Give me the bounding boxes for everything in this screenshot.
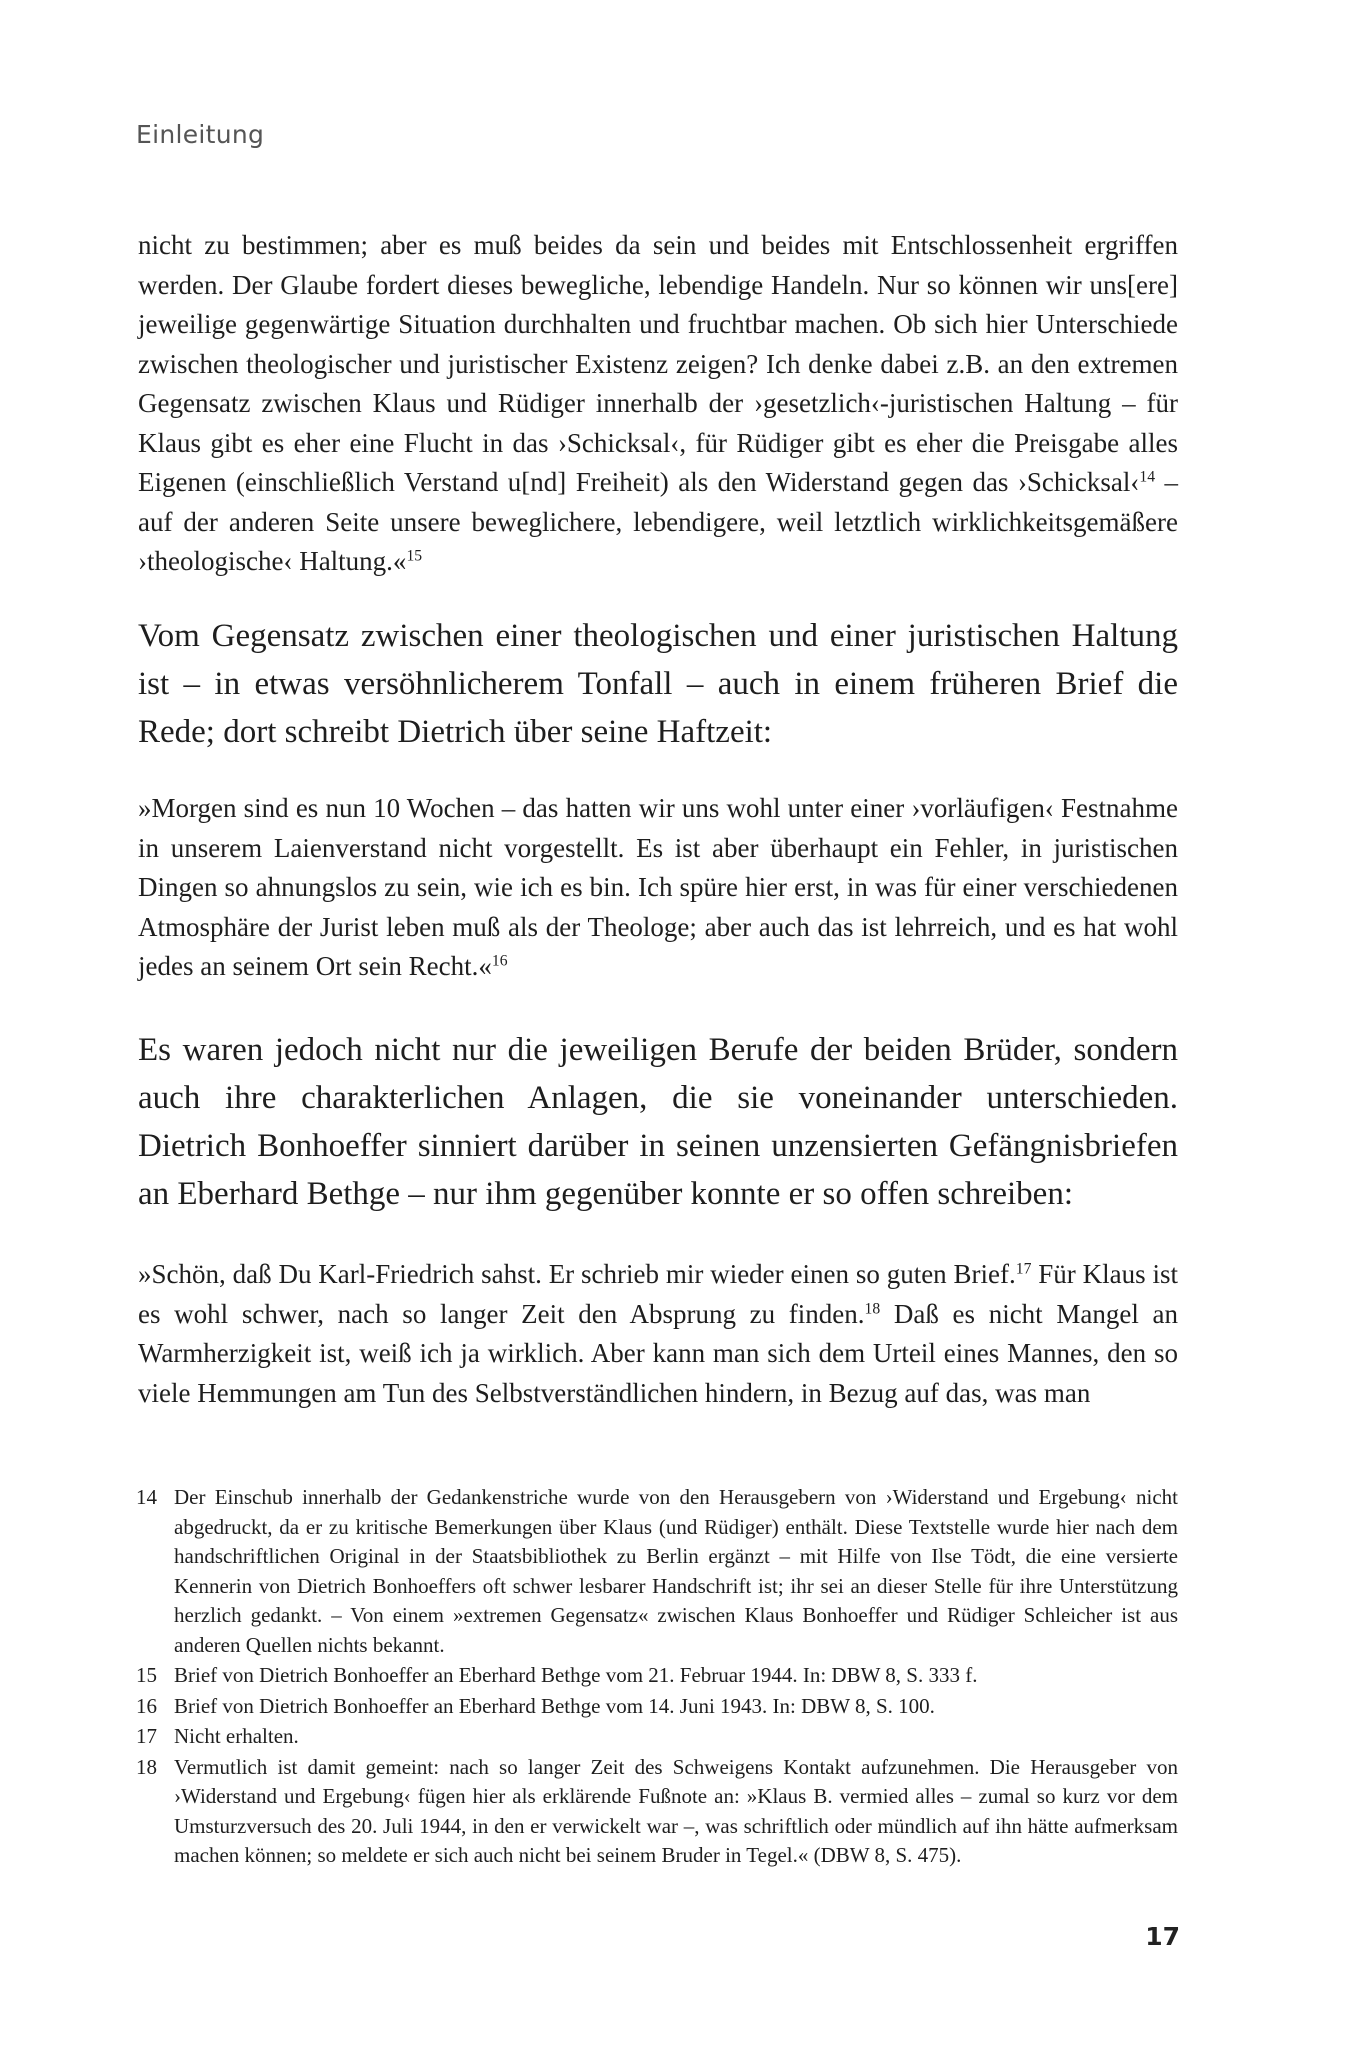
body-paragraph-1 [138, 612, 1178, 756]
footnote-ref: 17 [1015, 1260, 1032, 1278]
paragraph-text: Es waren jedoch nicht nur die jeweiligen Berufe der beiden Brüder, sondern auch ihre charakterlichen Anlagen, die sie voneinander unterschieden. Dietrich Bonhoeffer sinniert darüber in seinen unzensierten Gefängnisbriefen an Eberhard Bethge – nur ihm gegenüber konnte er so offen schreiben: [138, 1032, 1178, 1212]
quote-text: »Schön, daß Du Karl-Friedrich sahst. Er schrieb mir wieder einen so guten Brief. [138, 1259, 1016, 1289]
footnote [136, 1753, 1178, 1871]
footnote [136, 1661, 1178, 1691]
footnote-number: 18 [136, 1754, 157, 1779]
footnote [136, 1692, 1178, 1722]
footnote-ref: 14 [1139, 468, 1156, 486]
footnote-number: 16 [136, 1693, 157, 1718]
footnote-ref: 15 [406, 547, 423, 565]
paragraph-text: Vom Gegensatz zwischen einer theologischen und einer juristischen Haltung ist – in etwas versöhnlicherem Tonfall – auch in einem früheren Brief die Rede; dort schreibt Dietrich über seine Haftzeit: [138, 618, 1178, 750]
quote-paragraph [138, 789, 1178, 987]
footnote-number: 15 [136, 1663, 157, 1687]
footnote-ref: 18 [864, 1299, 881, 1317]
footnote-number: 14 [136, 1485, 157, 1509]
quote-text: Für Klaus ist es wohl schwer, nach so langer Zeit den Absprung zu finden. [138, 1259, 1178, 1329]
quote-text: – auf der anderen Seite unsere beweglichere, lebendigere, weil letztlich wirklichkeitsgemäßere ›theologische‹ Haltung.« [138, 467, 1179, 576]
quote-paragraph [138, 1255, 1178, 1413]
quote-text: »Morgen sind es nun 10 Wochen – das hatten wir uns wohl unter einer ›vorläufigen‹ Festnahme in unserem Laienverstand nicht vorgestellt. Es ist aber überhaupt ein Fehler, in juristischen Dingen so ahnungslos zu sein, wie ich es bin. Ich spüre hier erst, in was für einer verschiedenen Atmosphäre der Jurist leben muß als der Theologe; aber auch das ist lehrreich, und es hat wohl jedes an seinem Ort sein Recht.« [138, 793, 1178, 981]
footnote [136, 1722, 1178, 1752]
block-quote-2 [138, 789, 1178, 987]
footnote [136, 1483, 1178, 1660]
footnote-number: 17 [136, 1724, 157, 1748]
footnote-ref: 16 [491, 952, 508, 970]
footnote-text: Vermutlich ist damit gemeint: nach so langer Zeit des Schweigens Kontakt aufzunehmen. Die Herausgeber von ›Widerstand und Ergebung‹ fügen hier als erklärende Fußnote an: »Klaus B. vermied alles – zumal so kurz vor dem Umsturzversuch des 20. Juli 1944, in den er verwickelt war –, was schriftlich oder mündlich auf ihn hätte aufmerksam machen können; so meldete er sich auch nicht bei seinem Bruder in Tegel.« (DBW 8, S. 475). [174, 1754, 1178, 1867]
block-quote-1 [138, 226, 1178, 582]
footnote-text: Brief von Dietrich Bonhoeffer an Eberhard Bethge vom 21. Februar 1944. In: DBW 8, S. 333 f. [174, 1663, 978, 1687]
footnote-text: Nicht erhalten. [174, 1724, 299, 1748]
body-paragraph-2 [138, 1026, 1178, 1218]
footnote-text: Brief von Dietrich Bonhoeffer an Eberhard Bethge vom 14. Juni 1943. In: DBW 8, S. 100. [174, 1693, 935, 1718]
footnote-text: Der Einschub innerhalb der Gedankenstriche wurde von den Herausgebern von ›Widerstand und Ergebung‹ nicht abgedruckt, da er zu kritische Bemerkungen über Klaus (und Rüdiger) enthält. Diese Textstelle wurde hier nach dem handschriftlichen Original in der Staatsbibliothek zu Berlin ergänzt – mit Hilfe von Ilse Tödt, die eine versierte Kennerin von Dietrich Bonhoeffers oft schwer lesbarer Handschrift ist; ihr sei an dieser Stelle für ihre Unterstützung herzlich gedankt. – Von einem »extremen Gegensatz« zwischen Klaus Bonhoeffer und Rüdiger Schleicher ist aus anderen Quellen nichts bekannt. [174, 1485, 1178, 1657]
quote-paragraph [138, 226, 1178, 582]
page-number: 17 [1145, 1922, 1180, 1951]
quote-text: Daß es nicht Mangel an Warmherzigkeit ist, weiß ich ja wirklich. Aber kann man sich dem Urteil eines Mannes, den so viele Hemmungen am Tun des Selbstverständlichen hindern, in Bezug auf das, was man [138, 1298, 1178, 1408]
quote-text: nicht zu bestimmen; aber es muß beides da sein und beides mit Entschlossenheit ergriffen werden. Der Glaube fordert dieses bewegliche, lebendige Handeln. Nur so können wir uns[ere] jeweilige gegenwärtige Situation durchhalten und fruchtbar machen. Ob sich hier Unterschiede zwischen theologischer und juristischer Existenz zeigen? Ich denke dabei z.B. an den extremen Gegensatz zwischen Klaus und Rüdiger innerhalb der ›gesetzlich‹-juristischen Haltung – für Klaus gibt es eher eine Flucht in das ›Schicksal‹, für Rüdiger gibt es eher die Preisgabe alles Eigenen (einschließlich Verstand u[nd] Freiheit) als den Widerstand gegen das ›Schicksal‹ [138, 230, 1178, 497]
running-head: Einleitung [136, 120, 265, 149]
footnotes [136, 1483, 1178, 1872]
block-quote-3 [138, 1255, 1178, 1413]
